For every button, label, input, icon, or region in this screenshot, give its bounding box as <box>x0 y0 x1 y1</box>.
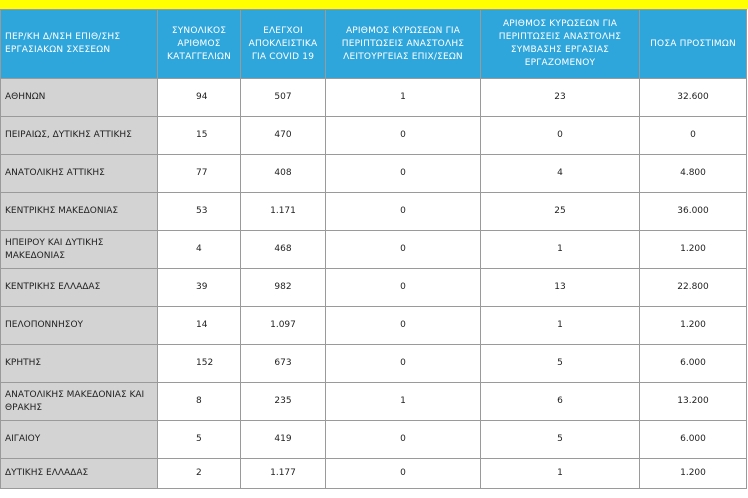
contract-sanctions-cell: 5 <box>481 345 640 383</box>
covid-inspections-cell: 419 <box>241 421 326 459</box>
business-sanctions-cell: 0 <box>326 459 481 489</box>
region-cell: ΠΕΛΟΠΟΝΝΗΣΟΥ <box>1 307 158 345</box>
table-row <box>1 459 747 489</box>
contract-sanctions-cell: 23 <box>481 79 640 117</box>
fines-cell: 6.000 <box>640 345 747 383</box>
covid-inspections-cell: 1.097 <box>241 307 326 345</box>
region-cell: ΑΙΓΑΙΟΥ <box>1 421 158 459</box>
covid-inspections-cell: 235 <box>241 383 326 421</box>
business-sanctions-cell: 0 <box>326 193 481 231</box>
business-sanctions-cell: 0 <box>326 231 481 269</box>
inspections-table <box>0 9 747 489</box>
complaints-cell: 15 <box>158 117 241 155</box>
region-cell: ΑΝΑΤΟΛΙΚΗΣ ΑΤΤΙΚΗΣ <box>1 155 158 193</box>
business-sanctions-cell: 0 <box>326 269 481 307</box>
header-contract-suspension-sanctions: ΑΡΙΘΜΟΣ ΚΥΡΩΣΕΩΝ ΓΙΑ ΠΕΡΙΠΤΩΣΕΙΣ ΑΝΑΣΤΟΛΗΣ ΣΥΜΒΑΣΗΣ ΕΡΓΑΣΙΑΣ ΕΡΓΑΖΟΜΕΝΟΥ <box>481 10 640 79</box>
covid-inspections-cell: 470 <box>241 117 326 155</box>
table-row <box>1 231 747 269</box>
header-total-complaints: ΣΥΝΟΛΙΚΟΣ ΑΡΙΘΜΟΣ ΚΑΤΑΓΓΕΛΙΩΝ <box>158 10 241 79</box>
fines-cell: 6.000 <box>640 421 747 459</box>
contract-sanctions-cell: 13 <box>481 269 640 307</box>
table-row <box>1 117 747 155</box>
region-cell: ΚΕΝΤΡΙΚΗΣ ΜΑΚΕΔΟΝΙΑΣ <box>1 193 158 231</box>
business-sanctions-cell: 0 <box>326 421 481 459</box>
business-sanctions-cell: 1 <box>326 383 481 421</box>
fines-cell: 1.200 <box>640 459 747 489</box>
business-sanctions-cell: 0 <box>326 307 481 345</box>
complaints-cell: 8 <box>158 383 241 421</box>
covid-inspections-cell: 468 <box>241 231 326 269</box>
region-cell: ΑΝΑΤΟΛΙΚΗΣ ΜΑΚΕΔΟΝΙΑΣ ΚΑΙ ΘΡΑΚΗΣ <box>1 383 158 421</box>
covid-inspections-cell: 673 <box>241 345 326 383</box>
complaints-cell: 77 <box>158 155 241 193</box>
fines-cell: 32.600 <box>640 79 747 117</box>
table-row <box>1 383 747 421</box>
contract-sanctions-cell: 5 <box>481 421 640 459</box>
region-cell: ΑΘΗΝΩΝ <box>1 79 158 117</box>
table-row <box>1 421 747 459</box>
covid-inspections-cell: 1.177 <box>241 459 326 489</box>
contract-sanctions-cell: 25 <box>481 193 640 231</box>
region-cell: ΔΥΤΙΚΗΣ ΕΛΛΑΔΑΣ <box>1 459 158 489</box>
covid-inspections-cell: 507 <box>241 79 326 117</box>
fines-cell: 36.000 <box>640 193 747 231</box>
covid-inspections-cell: 982 <box>241 269 326 307</box>
complaints-cell: 4 <box>158 231 241 269</box>
fines-cell: 13.200 <box>640 383 747 421</box>
header-row <box>1 10 747 79</box>
complaints-cell: 94 <box>158 79 241 117</box>
table-row <box>1 193 747 231</box>
contract-sanctions-cell: 1 <box>481 307 640 345</box>
region-cell: ΗΠΕΙΡΟΥ ΚΑΙ ΔΥΤΙΚΗΣ ΜΑΚΕΔΟΝΙΑΣ <box>1 231 158 269</box>
fines-cell: 22.800 <box>640 269 747 307</box>
fines-cell: 1.200 <box>640 231 747 269</box>
header-covid-inspections: ΕΛΕΓΧΟΙ ΑΠΟΚΛΕΙΣΤΙΚΑ ΓΙΑ COVID 19 <box>241 10 326 79</box>
table-row <box>1 307 747 345</box>
table-row <box>1 345 747 383</box>
contract-sanctions-cell: 0 <box>481 117 640 155</box>
table-row <box>1 79 747 117</box>
header-fines-amount: ΠΟΣΑ ΠΡΟΣΤΙΜΩΝ <box>640 10 747 79</box>
contract-sanctions-cell: 6 <box>481 383 640 421</box>
complaints-cell: 5 <box>158 421 241 459</box>
business-sanctions-cell: 1 <box>326 79 481 117</box>
contract-sanctions-cell: 1 <box>481 231 640 269</box>
table-row <box>1 269 747 307</box>
business-sanctions-cell: 0 <box>326 155 481 193</box>
region-cell: ΚΕΝΤΡΙΚΗΣ ΕΛΛΑΔΑΣ <box>1 269 158 307</box>
business-sanctions-cell: 0 <box>326 345 481 383</box>
covid-inspections-cell: 1.171 <box>241 193 326 231</box>
fines-cell: 1.200 <box>640 307 747 345</box>
fines-cell: 4.800 <box>640 155 747 193</box>
complaints-cell: 2 <box>158 459 241 489</box>
contract-sanctions-cell: 1 <box>481 459 640 489</box>
complaints-cell: 152 <box>158 345 241 383</box>
header-business-suspension-sanctions: ΑΡΙΘΜΟΣ ΚΥΡΩΣΕΩΝ ΓΙΑ ΠΕΡΙΠΤΩΣΕΙΣ ΑΝΑΣΤΟΛΗΣ ΛΕΙΤΟΥΡΓΕΙΑΣ ΕΠΙΧ/ΣΕΩΝ <box>326 10 481 79</box>
fines-cell: 0 <box>640 117 747 155</box>
covid-inspections-cell: 408 <box>241 155 326 193</box>
complaints-cell: 53 <box>158 193 241 231</box>
top-highlight-bar <box>0 0 748 9</box>
region-cell: ΚΡΗΤΗΣ <box>1 345 158 383</box>
business-sanctions-cell: 0 <box>326 117 481 155</box>
complaints-cell: 39 <box>158 269 241 307</box>
table-row <box>1 155 747 193</box>
complaints-cell: 14 <box>158 307 241 345</box>
contract-sanctions-cell: 4 <box>481 155 640 193</box>
header-region: ΠΕΡ/ΚΗ Δ/ΝΣΗ ΕΠΙΘ/ΣΗΣ ΕΡΓΑΣΙΑΚΩΝ ΣΧΕΣΕΩΝ <box>1 10 158 79</box>
region-cell: ΠΕΙΡΑΙΩΣ, ΔΥΤΙΚΗΣ ΑΤΤΙΚΗΣ <box>1 117 158 155</box>
